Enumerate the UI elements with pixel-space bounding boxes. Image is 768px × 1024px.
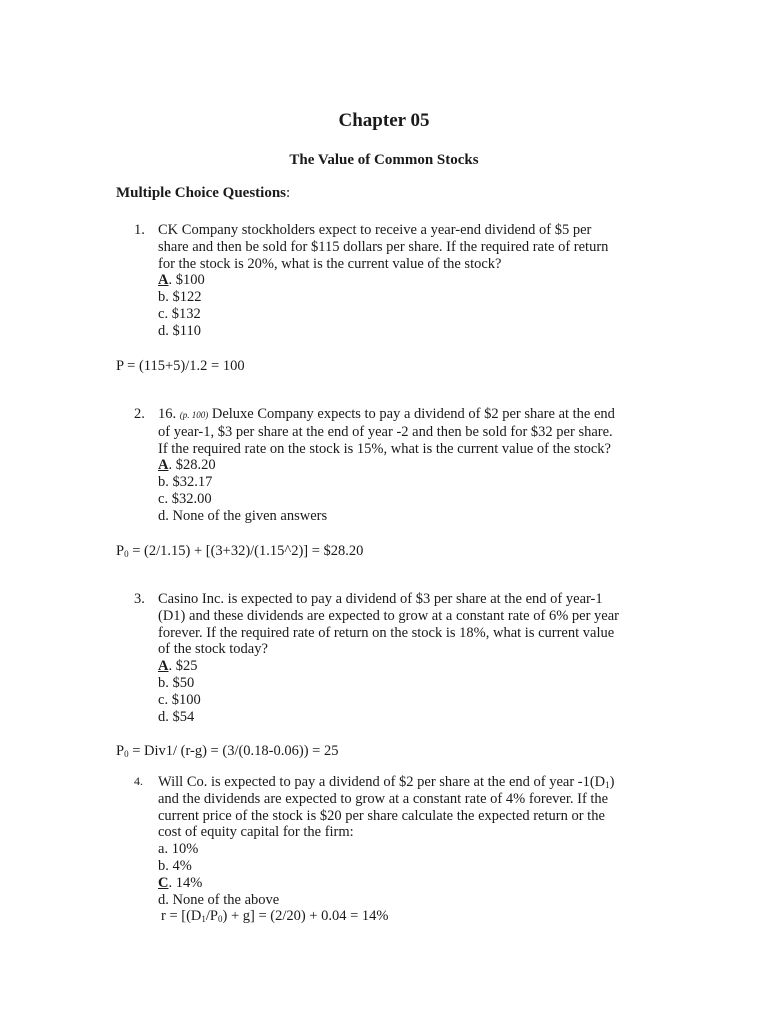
question-line: cost of equity capital for the firm: (158, 824, 354, 841)
option-text: . $50 (165, 674, 195, 691)
question-line: and the dividends are expected to grow at a constant rate of 4% forever. If the (158, 790, 609, 807)
question-line: share and then be sold for $115 dollars per share. If the required rate of return (158, 238, 609, 255)
question-subscript: 1 (605, 780, 610, 790)
solution-subscript: 0 (217, 914, 223, 925)
option-b (158, 858, 615, 875)
option-letter: c (158, 691, 165, 708)
option-letter: b (158, 474, 166, 491)
option-letter: d (158, 891, 166, 908)
question-line: (D1) and these dividends are expected to grow at a constant rate of 6% per year (158, 607, 619, 624)
option-d (158, 323, 608, 340)
question-line: of the stock today? (158, 641, 268, 658)
solution-lead: P (116, 543, 125, 559)
solution-subscript: 0 (124, 749, 129, 759)
option-text: . $110 (165, 322, 201, 339)
solution-part: r = [(D (161, 908, 202, 925)
question-line: of year-1, $3 per share at the end of year -2 and then be sold for $32 per share. (158, 423, 613, 440)
section-heading-text: Multiple Choice Questions (116, 185, 287, 201)
page-reference: (p. 100) (179, 410, 209, 420)
option-b (158, 474, 615, 491)
option-text: . $25 (168, 658, 198, 675)
question-number: 1. (134, 222, 145, 238)
correct-answer-letter: C (158, 874, 169, 891)
option-letter: b (158, 857, 166, 874)
solution-part: ) + g] = (2/20) + 0.04 = 14% (222, 908, 389, 925)
option-letter: c (158, 305, 165, 322)
option-a (158, 841, 615, 858)
option-letter: c (158, 490, 165, 507)
chapter-subtitle: The Value of Common Stocks (289, 152, 479, 168)
option-letter: d (158, 507, 166, 524)
option-letter: a (158, 841, 165, 858)
question-line (158, 406, 615, 424)
option-letter: b (158, 289, 166, 306)
question-line-text: Deluxe Company expects to pay a dividend of $2 per share at the end (211, 406, 615, 422)
question-line (158, 774, 615, 791)
option-b (158, 675, 619, 692)
question-line: Casino Inc. is expected to pay a dividend of $3 per share at the end of year-1 (158, 591, 603, 607)
option-text: . $32.17 (165, 474, 213, 491)
option-text: . None of the above (165, 891, 280, 908)
question-prefix: 16. (158, 406, 177, 422)
question-line: for the stock is 20%, what is the current value of the stock? (158, 255, 502, 272)
correct-answer-letter: A (158, 658, 169, 675)
solution-lead: P (116, 743, 125, 759)
correct-answer-letter: A (158, 272, 169, 289)
option-text: . $122 (165, 289, 202, 306)
option-b (158, 289, 608, 306)
option-c (158, 306, 608, 323)
option-letter: b (158, 674, 166, 691)
question-number: 4. (134, 774, 143, 788)
section-heading-colon: : (286, 185, 291, 201)
option-text: . $28.20 (168, 457, 216, 474)
option-c (158, 692, 619, 709)
option-text: . None of the given answers (165, 507, 328, 524)
question-text (158, 406, 615, 525)
option-c (158, 491, 615, 508)
solution-part: /P (205, 908, 218, 925)
solution (116, 543, 363, 560)
solution (116, 743, 338, 760)
option-letter: d (158, 322, 166, 339)
solution-rest: = Div1/ (r-g) = (3/(0.18-0.06)) = 25 (128, 743, 339, 759)
option-a (158, 272, 608, 289)
question-text (158, 222, 608, 340)
option-d (158, 892, 615, 909)
correct-answer-letter: A (158, 457, 169, 474)
question-line-text: Will Co. is expected to pay a dividend of $2 per share at the end of year -1(D (158, 774, 606, 790)
option-text: . 4% (165, 857, 192, 874)
chapter-title: Chapter 05 (338, 110, 430, 131)
option-text: . 14% (168, 874, 203, 891)
option-text: . $100 (164, 691, 201, 708)
option-text: . 10% (164, 841, 199, 858)
question-line: If the required rate on the stock is 15%, what is the current value of the stock? (158, 440, 611, 457)
question-number: 3. (134, 591, 145, 607)
option-text: . $132 (164, 305, 201, 322)
option-c (158, 875, 615, 892)
question-line: current price of the stock is $20 per share calculate the expected return or the (158, 807, 605, 824)
solution-subscript: 0 (124, 549, 129, 559)
solution-subscript: 1 (201, 914, 206, 925)
option-a (158, 658, 619, 675)
question-text (158, 591, 619, 725)
option-letter: d (158, 708, 166, 725)
solution-rest: = (2/1.15) + [(3+32)/(1.15^2)] = $28.20 (128, 543, 364, 559)
option-d (158, 709, 619, 726)
section-heading (116, 185, 290, 202)
question-line-end: ) (609, 774, 615, 790)
question-text (158, 774, 615, 925)
question-line: forever. If the required rate of return on the stock is 18%, what is current value (158, 624, 615, 641)
solution: P = (115+5)/1.2 = 100 (116, 358, 245, 374)
option-text: . $54 (165, 708, 195, 725)
question-number: 2. (134, 406, 145, 422)
question-line: CK Company stockholders expect to receive a year-end dividend of $5 per (158, 222, 592, 238)
solution (158, 908, 615, 925)
option-d (158, 508, 615, 525)
option-a (158, 457, 615, 474)
option-text: . $32.00 (164, 490, 212, 507)
option-text: . $100 (168, 272, 205, 289)
